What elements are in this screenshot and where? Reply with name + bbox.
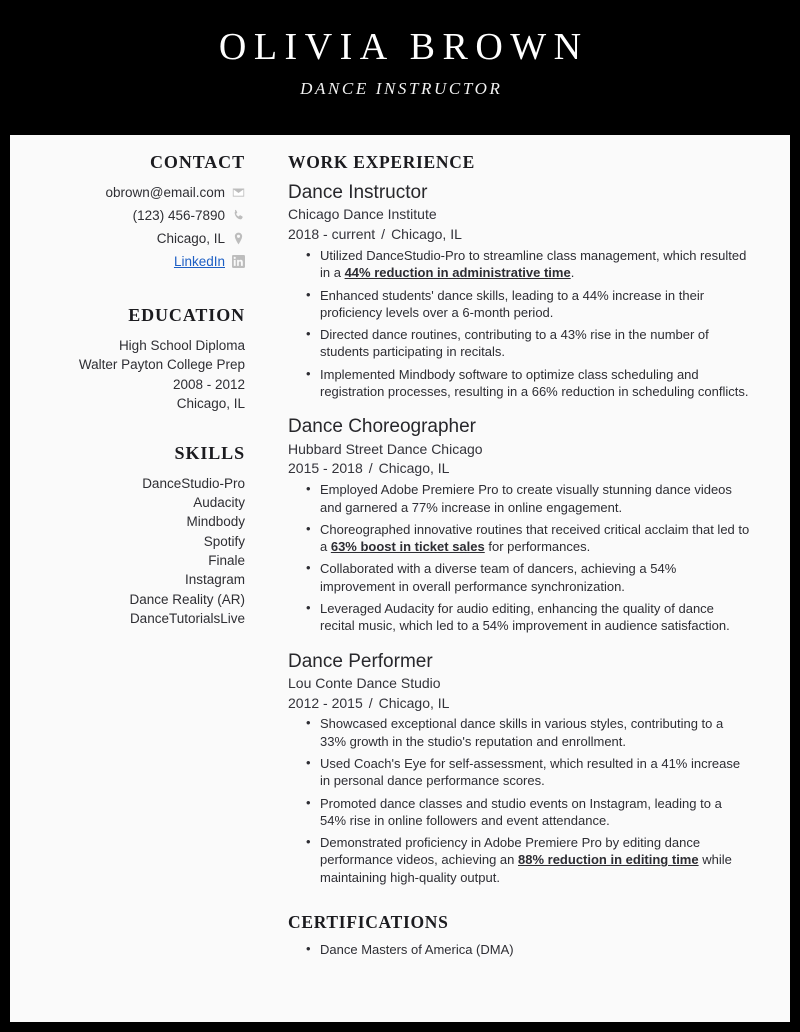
education-dates: 2008 - 2012 (172, 376, 245, 392)
job-location: Chicago, IL (391, 226, 462, 243)
education-location: Chicago, IL (176, 395, 245, 411)
job-title: Dance Performer (288, 650, 433, 672)
skill-item: Mindbody (186, 514, 245, 530)
bullet-highlight: 63% boost in ticket sales (330, 539, 485, 555)
location-value: Chicago, IL (156, 231, 225, 246)
job-bullet: • Collaborated with a diverse team of dancers, achieving a 54% improvement in overall performance synchronization. (320, 560, 750, 595)
skill-item: Spotify (203, 533, 245, 549)
job-bullet-list (288, 715, 750, 886)
job-meta-separator: / (381, 226, 386, 243)
education-school: Walter Payton College Prep (78, 357, 245, 373)
job-bullet: • Used Coach's Eye for self-assessment, which resulted in a 41% increase in personal dance performance scores. (320, 755, 750, 790)
certifications-section (288, 912, 750, 958)
education-section (38, 305, 245, 413)
job-title: Dance Choreographer (288, 416, 477, 438)
education-degree: High School Diploma (118, 338, 245, 353)
main-column (245, 152, 790, 1022)
skills-section (38, 443, 245, 628)
job-meta-separator: / (368, 460, 373, 477)
skill-item: Dance Reality (AR) (129, 591, 245, 607)
contact-item-email (38, 183, 245, 202)
job-company: Chicago Dance Institute (288, 206, 437, 223)
job-company: Hubbard Street Dance Chicago (288, 440, 483, 457)
skill-item: DanceStudio-Pro (142, 475, 245, 491)
linkedin-icon[interactable] (232, 255, 245, 268)
sidebar-gap-1 (38, 275, 245, 305)
job-dates: 2015 - 2018 (288, 460, 363, 477)
work-experience-heading: WORK EXPERIENCE (288, 152, 475, 172)
envelope-icon (232, 186, 245, 199)
job-meta-separator: / (368, 694, 373, 711)
job-entry (288, 415, 750, 634)
job-list (288, 181, 750, 886)
certifications-list (288, 941, 750, 958)
sidebar-gap-2 (38, 413, 245, 443)
contact-item-phone (38, 206, 245, 225)
job-entry (288, 181, 750, 400)
job-bullet-list (288, 247, 750, 400)
job-bullet-list (288, 481, 750, 634)
phone-icon (232, 209, 245, 222)
job-bullet: • Demonstrated proficiency in Adobe Premiere Pro by editing dance performance videos, achieving an 88% reduction in editing time while maintaining high-quality output. (320, 834, 750, 886)
contact-item-linkedin[interactable] (38, 252, 245, 271)
work-experience-section (288, 152, 750, 886)
skill-item: DanceTutorialsLive (129, 610, 245, 626)
resume-body (10, 135, 790, 1022)
email-value: obrown@email.com (105, 184, 225, 200)
job-bullet: • Leveraged Audacity for audio editing, enhancing the quality of dance recital music, which led to a 54% improvement in audience satisfaction. (320, 600, 750, 635)
job-bullet: • Enhanced students' dance skills, leading to a 44% increase in their proficiency levels over a 6-month period. (320, 287, 750, 322)
job-dates: 2012 - 2015 (288, 694, 363, 711)
skills-heading: SKILLS (174, 443, 245, 464)
phone-value: (123) 456-7890 (132, 207, 225, 223)
contact-heading: CONTACT (150, 152, 245, 172)
job-bullet: • Utilized DanceStudio-Pro to streamline class management, which resulted in a 44% reduction in administrative time. (320, 247, 750, 282)
job-company: Lou Conte Dance Studio (288, 674, 441, 691)
map-pin-icon (232, 232, 245, 245)
bullet-highlight: 44% reduction in administrative time (344, 265, 571, 281)
candidate-name: OLIVIA BROWN (218, 26, 589, 69)
job-bullet: • Choreographed innovative routines that received critical acclaim that led to a 63% boost in ticket sales for performances. (320, 521, 750, 556)
job-bullet: • Showcased exceptional dance skills in various styles, contributing to a 33% growth in the studio's reputation and enrollment. (320, 715, 750, 750)
job-meta (288, 694, 750, 713)
linkedin-link[interactable]: LinkedIn (173, 254, 225, 270)
resume-header (10, 0, 790, 135)
skills-list (38, 474, 245, 628)
job-bullet: • Promoted dance classes and studio events on Instagram, leading to a 54% rise in online followers and event attendance. (320, 795, 750, 830)
education-heading: EDUCATION (128, 305, 245, 326)
contact-item-location (38, 229, 245, 248)
certification-item: • Dance Masters of America (DMA) (320, 941, 750, 958)
sidebar-column (10, 152, 245, 1022)
skill-item: Audacity (193, 495, 245, 511)
skill-item: Finale (208, 553, 245, 569)
job-location: Chicago, IL (378, 460, 450, 477)
job-dates: 2018 - current (288, 226, 376, 243)
job-bullet: • Employed Adobe Premiere Pro to create visually stunning dance videos and garnered a 77% increase in online engagement. (320, 481, 750, 516)
job-title: Dance Instructor (288, 182, 428, 204)
job-location: Chicago, IL (378, 694, 450, 711)
skill-item: Instagram (184, 572, 245, 588)
certifications-heading: CERTIFICATIONS (288, 912, 449, 933)
contact-list (38, 183, 245, 272)
job-bullet: • Directed dance routines, contributing to a 43% rise in the number of students participating in recitals. (320, 326, 750, 361)
job-entry (288, 650, 750, 886)
job-meta (288, 459, 750, 478)
job-bullet: • Implemented Mindbody software to optimize class scheduling and registration processes, resulting in a 66% reduction in scheduling conflicts. (320, 366, 750, 401)
candidate-job-title: DANCE INSTRUCTOR (300, 78, 503, 98)
contact-section (38, 152, 245, 271)
bullet-highlight: 88% reduction in editing time (518, 852, 699, 868)
job-meta (288, 225, 750, 244)
